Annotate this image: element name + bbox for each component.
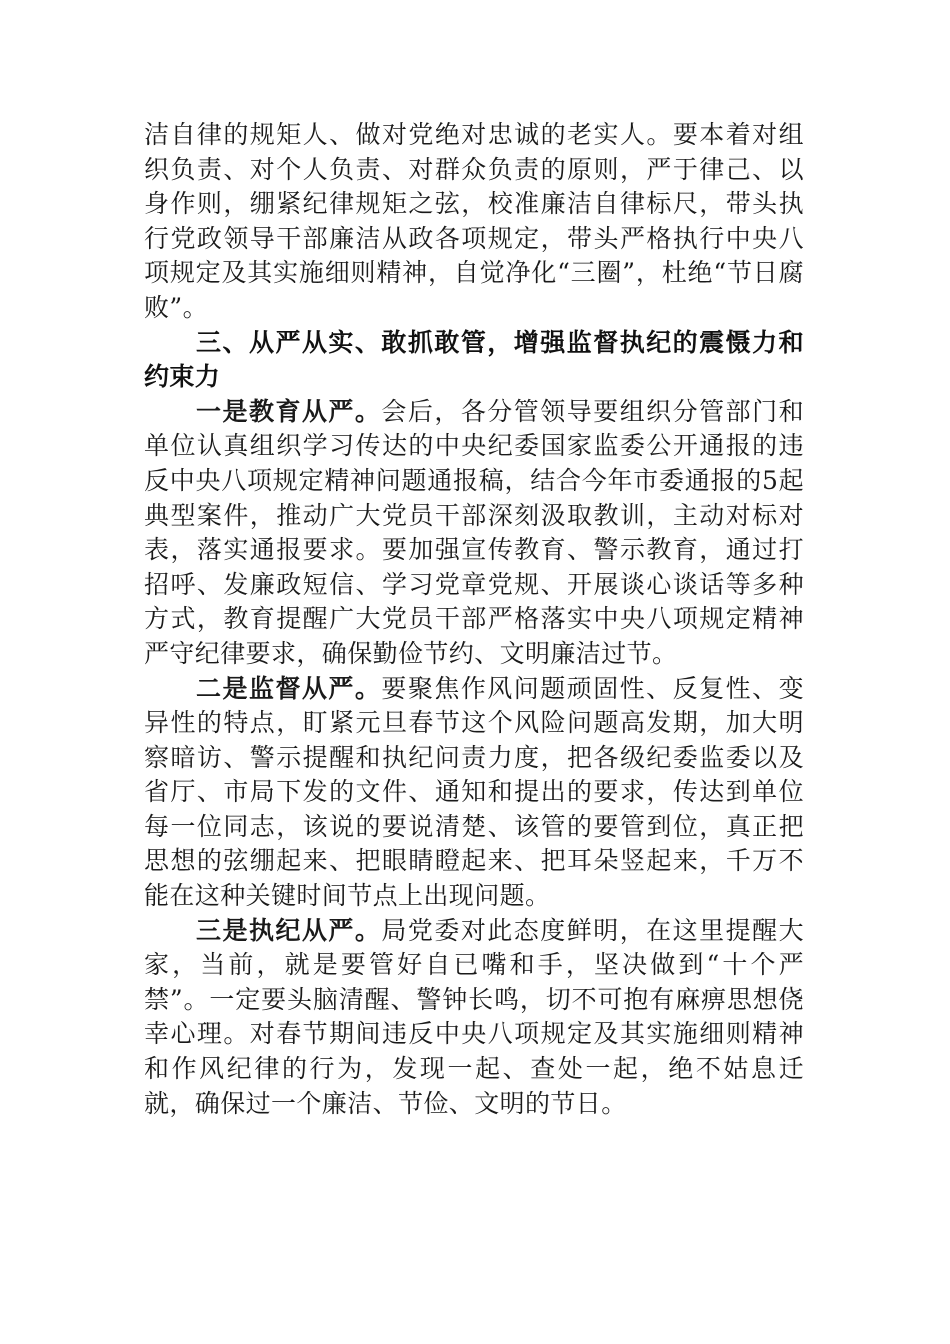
paragraph-discipline <box>144 914 804 1122</box>
paragraph-text: 要聚焦作风问题顽固性、反复性、变异性的特点，盯紧元旦春节这个风险问题高发期，加大明察暗访、警示提醒和执纪问责力度，把各级纪委监委以及省厅、市局下发的文件、通知和提出的要求，传达到单位每一位同志，该说的要说清楚、该管的要管到位，真正把思想的弦绷起来、把眼睛瞪起来、把耳朵竖起来，千万不能在这种关键时间节点上出现问题。 <box>144 673 804 911</box>
paragraph-text: 局党委对此态度鲜明，在这里提醒大家，当前，就是要管好自已嘴和手，坚决做到“十个严禁”。一定要头脑清醒、警钟长鸣，切不可抱有麻痹思想侥幸心理。对春节期间违反中央八项规定及其实施细则精神和作风纪律的行为，发现一起、查处一起，绝不姑息迁就，确保过一个廉洁、节俭、文明的节日。 <box>144 915 804 1118</box>
paragraph-lead: 二是监督从严。 <box>196 673 382 703</box>
section-heading-3: 三、从严从实、敢抓敢管，增强监督执纪的震慑力和约束力 <box>144 327 804 392</box>
paragraph-supervision <box>144 672 804 914</box>
paragraph-lead: 三是执纪从严。 <box>196 915 382 945</box>
paragraph-continuation: 洁自律的规矩人、做对党绝对忠诚的老实人。要本着对组织负责、对个人负责、对群众负责的原则，严于律己、以身作则，绷紧纪律规矩之弦，校准廉洁自律标尺，带头执行党政领导干部廉洁从政各项规定，带头严格执行中央八项规定及其实施细则精神，自觉净化“三圈”，杜绝“节日腐败”。 <box>144 120 804 322</box>
document-body <box>144 118 804 1121</box>
paragraph-lead: 一是教育从严。 <box>196 396 382 426</box>
paragraph-text: 会后，各分管领导要组织分管部门和单位认真组织学习传达的中央纪委国家监委公开通报的违反中央八项规定精神问题通报稿，结合今年市委通报的5起典型案件，推动广大党员干部深刻汲取教训，主动对标对表，落实通报要求。要加强宣传教育、警示教育，通过打招呼、发廉政短信、学习党章党规、开展谈心谈话等多种方式，教育提醒广大党员干部严格落实中央八项规定精神严守纪律要求，确保勤俭节约、文明廉洁过节。 <box>144 396 804 668</box>
paragraph-education <box>144 395 804 672</box>
